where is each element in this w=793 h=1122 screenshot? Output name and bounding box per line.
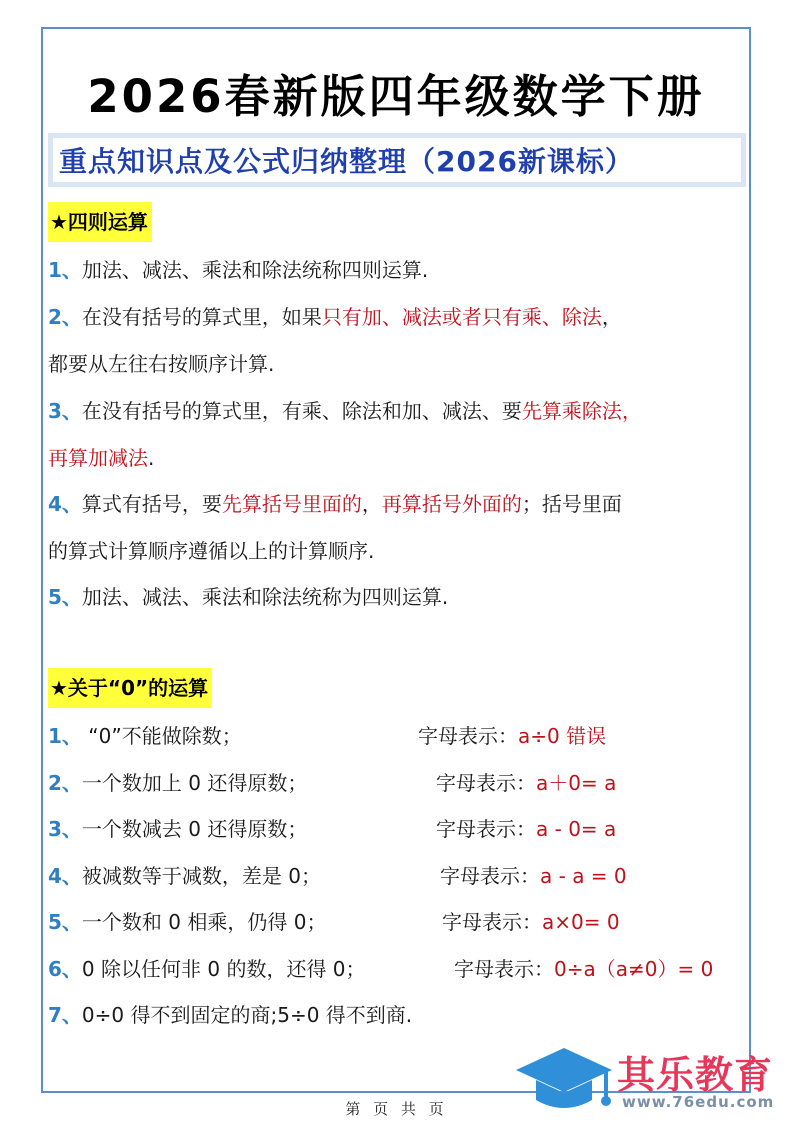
rule-text: “0”不能做除数； <box>81 724 242 748</box>
page-title: 2026春新版四年级数学下册 <box>87 70 705 123</box>
rule-text: 0 除以任何非 0 的数，还得 0； <box>81 957 366 981</box>
zero-rule-row <box>48 954 366 984</box>
formula-label: 字母表示： <box>440 864 540 888</box>
brand-name: 其乐教育 <box>617 1053 774 1097</box>
item-number: 4、 <box>48 864 82 888</box>
zero-rule-row <box>48 1000 412 1030</box>
zero-rule-row <box>48 907 326 937</box>
letter-formula <box>418 721 606 751</box>
item-text: ；括号里面 <box>521 492 622 516</box>
item-text: 在没有括号的算式里，如果 <box>81 305 322 329</box>
formula-value: a＋0= a <box>536 771 617 795</box>
item-number: 5、 <box>48 910 82 934</box>
item-text: ， <box>601 305 622 329</box>
letter-formula <box>454 954 713 984</box>
highlight-text: 再算加减法 <box>48 446 148 470</box>
formula-label: 字母表示： <box>436 817 536 841</box>
item-number: 3、 <box>48 817 82 841</box>
formula-value: a - a = 0 <box>540 864 627 888</box>
formula-label: 字母表示： <box>436 771 536 795</box>
list-item <box>48 582 448 612</box>
rule-text: 一个数加上 0 还得原数； <box>81 771 308 795</box>
page-footer: 第 页 共 页 <box>345 1100 448 1118</box>
item-text: 加法、减法、乘法和除法统称四则运算. <box>81 258 429 282</box>
list-item <box>48 396 642 426</box>
formula-value: a - 0= a <box>536 817 617 841</box>
subtitle-text: 重点知识点及公式归纳整理（2026新课标） <box>53 138 741 182</box>
highlight-text: 先算乘除法， <box>521 399 642 423</box>
rule-text: 一个数和 0 相乘，仍得 0； <box>81 910 327 934</box>
item-text: 都要从左往右按顺序计算. <box>48 352 275 376</box>
item-text: . <box>148 446 155 470</box>
letter-formula <box>440 861 627 891</box>
item-number: 6、 <box>48 957 82 981</box>
list-item <box>48 349 274 379</box>
letter-formula <box>436 768 616 798</box>
rule-text: 被减数等于减数，差是 0； <box>81 864 322 888</box>
brand-url: www.76edu.com <box>622 1093 775 1111</box>
subtitle-banner <box>48 133 746 187</box>
item-number: 2、 <box>48 305 82 329</box>
list-item <box>48 489 622 519</box>
formula-value: a×0= 0 <box>542 910 620 934</box>
formula-label: 字母表示： <box>442 910 542 934</box>
item-number: 3、 <box>48 399 82 423</box>
letter-formula <box>442 907 620 937</box>
item-text: 算式有括号，要 <box>81 492 222 516</box>
item-number: 5、 <box>48 585 82 609</box>
list-item <box>48 302 622 332</box>
highlight-text: 再算括号外面的 <box>381 492 522 516</box>
rule-text: 一个数减去 0 还得原数； <box>81 817 308 841</box>
highlight-text: 先算括号里面的 <box>221 492 362 516</box>
section-heading-four-operations: ★四则运算 <box>48 202 152 242</box>
zero-rule-row <box>48 721 242 751</box>
rule-text: 0÷0 得不到固定的商;5÷0 得不到商. <box>81 1003 413 1027</box>
formula-label: 字母表示： <box>418 724 518 748</box>
letter-formula <box>436 814 616 844</box>
item-number: 2、 <box>48 771 82 795</box>
formula-value: 0÷a（a≠0）= 0 <box>554 957 714 981</box>
section-heading-zero-operations: ★关于“0”的运算 <box>48 668 212 708</box>
formula-label: 字母表示： <box>454 957 554 981</box>
item-text: ， <box>361 492 382 516</box>
item-text: 加法、减法、乘法和除法统称为四则运算. <box>81 585 449 609</box>
formula-value: a÷0 错误 <box>518 724 607 748</box>
zero-rule-row <box>48 814 307 844</box>
zero-rule-row <box>48 861 321 891</box>
zero-rule-row <box>48 768 307 798</box>
item-text: 的算式计算顺序遵循以上的计算顺序. <box>48 539 375 563</box>
item-number: 1、 <box>48 724 82 748</box>
list-item <box>48 536 374 566</box>
list-item <box>48 443 154 473</box>
list-item <box>48 255 428 285</box>
highlight-text: 只有加、减法或者只有乘、除法 <box>321 305 602 329</box>
item-text: 在没有括号的算式里，有乘、除法和加、减法、要 <box>81 399 522 423</box>
item-number: 1、 <box>48 258 82 282</box>
item-number: 4、 <box>48 492 82 516</box>
item-number: 7、 <box>48 1003 82 1027</box>
